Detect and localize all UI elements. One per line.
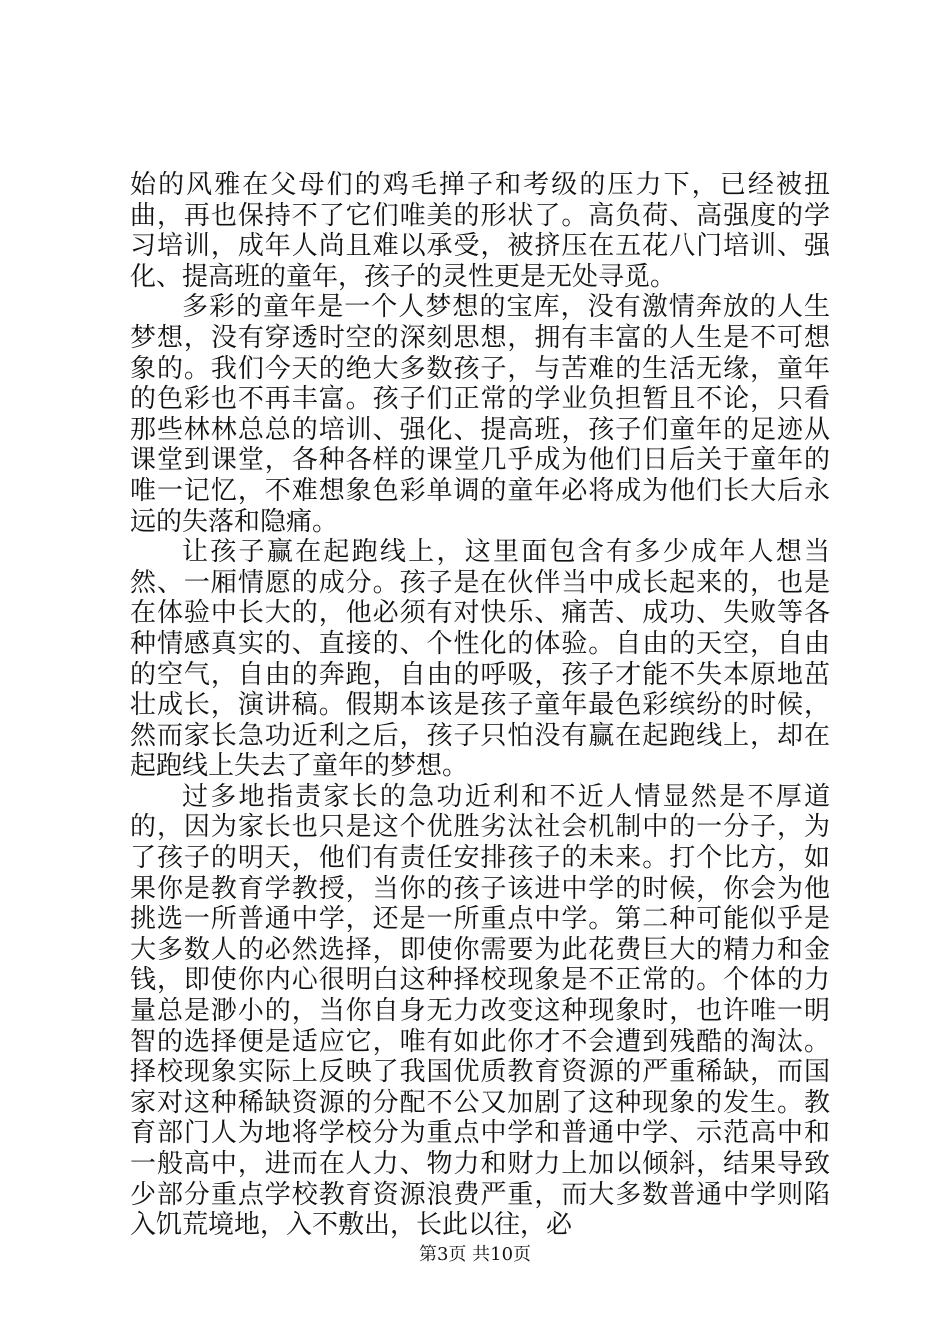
paragraph: 让孩子赢在起跑线上，这里面包含有多少成年人想当然、一厢情愿的成分。孩子是在伙伴当中成长起来的，也是在体验中长大的，他必须有对快乐、痛苦、成功、失败等各种情感真实的、直接的、个性化的体验。自由的天空，自由的空气，自由的奔跑，自由的呼吸，孩子才能不失本原地茁壮成长，演讲稿。假期本该是孩子童年最色彩缤纷的时候，然而家长急功近利之后，孩子只怕没有赢在起跑线上，却在起跑线上失去了童年的梦想。 [130, 537, 830, 782]
paragraph-continuation: 始的风雅在父母们的鸡毛掸子和考级的压力下，已经被扭曲，再也保持不了它们唯美的形状了。高负荷、高强度的学习培训，成年人尚且难以承受，被挤压在五花八门培训、强化、提高班的童年，孩子的灵性更是无处寻觅。 [130, 170, 830, 292]
page-number-label: 第3页 共10页 [418, 1244, 532, 1265]
paragraph: 过多地指责家长的急功近利和不近人情显然是不厚道的，因为家长也只是这个优胜劣汰社会机制中的一分子，为了孩子的明天，他们有责任安排孩子的未来。打个比方，如果你是教育学教授，当你的孩子该进中学的时候，你会为他挑选一所普通中学，还是一所重点中学。第二种可能似乎是大多数人的必然选择，即使你需要为此花费巨大的精力和金钱，即使你内心很明白这种择校现象是不正常的。个体的力量总是渺小的，当你自身无力改变这种现象时，也许唯一明智的选择便是适应它，唯有如此你才不会遭到残酷的淘汰。择校现象实际上反映了我国优质教育资源的严重稀缺，而国家对这种稀缺资源的分配不公又加剧了这种现象的发生。教育部门人为地将学校分为重点中学和普通中学、示范高中和一般高中，进而在人力、物力和财力上加以倾斜，结果导致少部分重点学校教育资源浪费严重，而大多数普通中学则陷入饥荒境地，入不敷出，长此以往，必 [130, 781, 830, 1241]
paragraph: 多彩的童年是一个人梦想的宝库，没有激情奔放的人生梦想，没有穿透时空的深刻思想，拥有丰富的人生是不可想象的。我们今天的绝大多数孩子，与苦难的生活无缘，童年的色彩也不再丰富。孩子们正常的学业负担暂且不论，只看那些林林总总的培训、强化、提高班，孩子们童年的足迹从课堂到课堂，各种各样的课堂几乎成为他们日后关于童年的唯一记忆，不难想象色彩单调的童年必将成为他们长大后永远的失落和隐痛。 [130, 292, 830, 537]
page-footer [0, 1244, 950, 1266]
body-text [130, 170, 830, 1241]
